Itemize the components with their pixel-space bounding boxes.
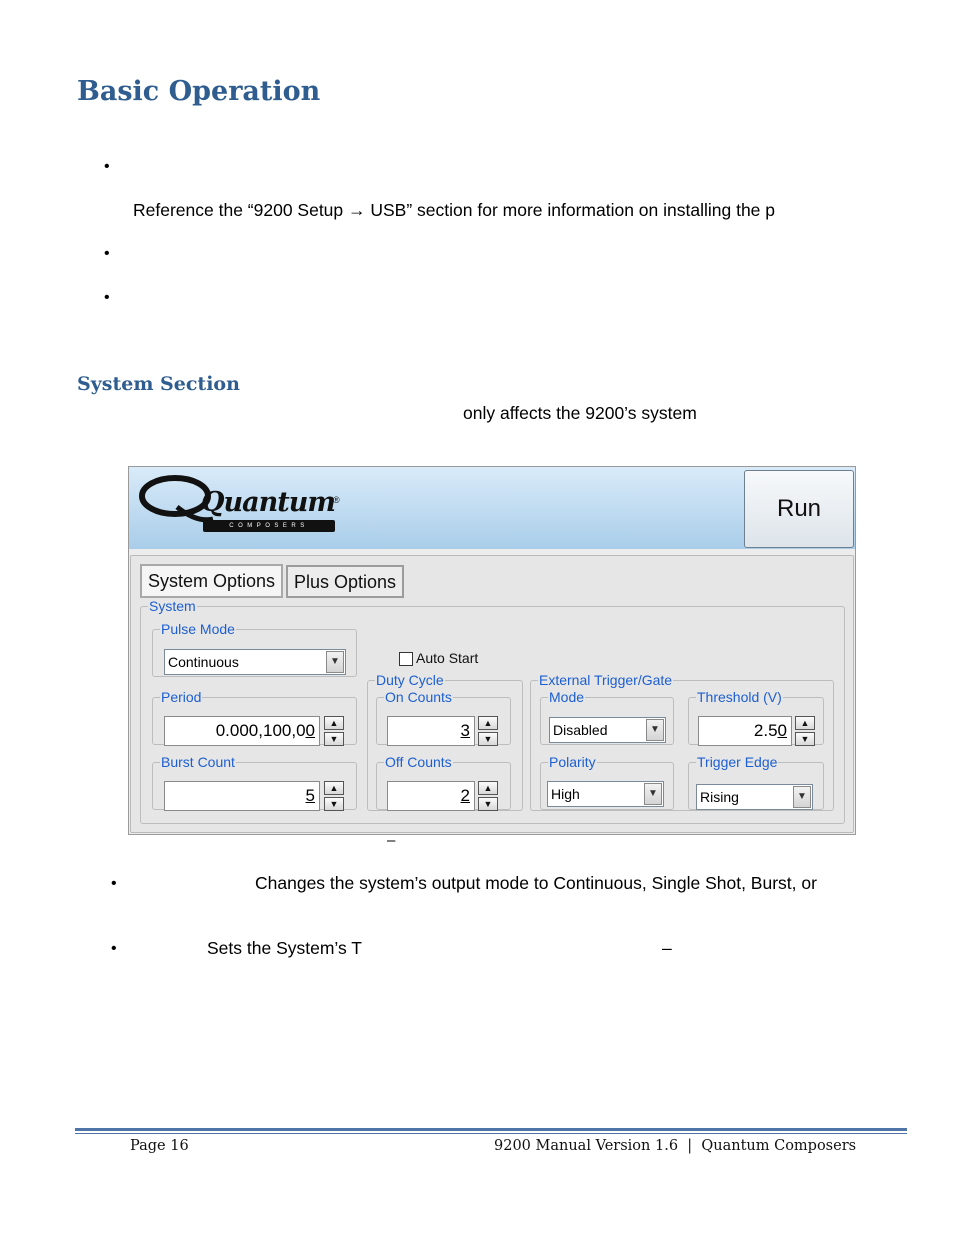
chevron-down-icon[interactable]: ▼ bbox=[644, 783, 662, 805]
trigger-edge-select[interactable] bbox=[696, 784, 813, 810]
section-text: only affects the 9200’s system bbox=[463, 403, 697, 423]
logo-subtitle: COMPOSERS bbox=[203, 520, 335, 532]
tab-system-options[interactable]: System Options bbox=[140, 564, 283, 598]
off-counts-input[interactable] bbox=[387, 781, 475, 811]
auto-start-checkbox[interactable] bbox=[399, 652, 413, 666]
period-input-active-digit: 0 bbox=[305, 721, 315, 740]
arrow-up-icon[interactable]: ▲ bbox=[324, 781, 344, 795]
polarity-select[interactable] bbox=[547, 781, 664, 807]
pulse-mode-label: Pulse Mode bbox=[161, 621, 235, 637]
off-counts-spinner[interactable] bbox=[478, 781, 498, 811]
trigger-edge-label: Trigger Edge bbox=[697, 754, 778, 770]
bullet-1: • bbox=[104, 158, 110, 175]
system-group-label: System bbox=[149, 598, 196, 614]
burst-count-spinner[interactable] bbox=[324, 781, 344, 811]
chevron-down-icon[interactable]: ▼ bbox=[646, 719, 664, 741]
usb-reference-text: Reference the “9200 Setup → USB” section for more information on installing the p bbox=[133, 200, 776, 220]
trigger-mode-label: Mode bbox=[549, 689, 585, 705]
arrow-down-icon[interactable]: ▼ bbox=[324, 797, 344, 811]
burst-count-label: Burst Count bbox=[161, 754, 235, 770]
pulse-mode-description: Changes the system’s output mode to Continuous, Single Shot, Burst, or bbox=[255, 873, 817, 893]
burst-count-input[interactable] bbox=[164, 781, 320, 811]
arrow-up-icon[interactable]: ▲ bbox=[324, 716, 344, 730]
period-label: Period bbox=[161, 689, 202, 705]
footer-rule-thin bbox=[75, 1133, 907, 1134]
threshold-input-active-digit: 0 bbox=[777, 721, 787, 740]
on-counts-value: 3 bbox=[460, 721, 470, 740]
bullet-3: • bbox=[104, 289, 110, 306]
period-description-dash: – bbox=[662, 938, 672, 958]
pulse-mode-select[interactable] bbox=[164, 649, 346, 675]
bullet-4: • bbox=[111, 875, 117, 892]
polarity-value: High bbox=[551, 786, 580, 802]
arrow-up-icon[interactable]: ▲ bbox=[795, 716, 815, 730]
trigger-edge-value: Rising bbox=[700, 789, 739, 805]
arrow-down-icon[interactable]: ▼ bbox=[324, 732, 344, 746]
duty-cycle-label: Duty Cycle bbox=[376, 672, 444, 688]
logo-wordmark: Quantum bbox=[201, 487, 335, 518]
footer-rule bbox=[75, 1128, 907, 1131]
trigger-mode-select[interactable] bbox=[549, 717, 666, 743]
footer-page-number: Page 16 bbox=[130, 1138, 189, 1154]
logo-registered-mark: ® bbox=[333, 495, 340, 505]
threshold-label: Threshold (V) bbox=[697, 689, 782, 705]
trigger-mode-value: Disabled bbox=[553, 722, 608, 738]
threshold-input[interactable]: 2.50 bbox=[698, 716, 792, 746]
off-counts-label: Off Counts bbox=[385, 754, 452, 770]
arrow-down-icon[interactable]: ▼ bbox=[795, 732, 815, 746]
arrow-up-icon[interactable]: ▲ bbox=[478, 716, 498, 730]
section-title: System Section bbox=[77, 373, 240, 395]
on-counts-spinner[interactable] bbox=[478, 716, 498, 746]
tab-plus-options[interactable]: Plus Options bbox=[286, 565, 404, 598]
on-counts-label: On Counts bbox=[385, 689, 452, 705]
auto-start-label: Auto Start bbox=[416, 650, 479, 666]
chevron-down-icon[interactable]: ▼ bbox=[326, 651, 344, 673]
period-spinner[interactable] bbox=[324, 716, 344, 746]
off-counts-value: 2 bbox=[460, 786, 470, 805]
period-input[interactable]: 0.000,100,00 bbox=[164, 716, 320, 746]
arrow-down-icon[interactable]: ▼ bbox=[478, 732, 498, 746]
chevron-down-icon[interactable]: ▼ bbox=[793, 786, 811, 808]
app-screenshot bbox=[128, 466, 856, 835]
options-panel bbox=[130, 555, 854, 833]
threshold-spinner[interactable] bbox=[795, 716, 815, 746]
arrow-down-icon[interactable]: ▼ bbox=[478, 797, 498, 811]
footer-manual-title: 9200 Manual Version 1.6 | Quantum Composers bbox=[494, 1138, 857, 1154]
bullet-2: • bbox=[104, 245, 110, 262]
polarity-label: Polarity bbox=[549, 754, 596, 770]
external-trigger-label: External Trigger/Gate bbox=[539, 672, 673, 688]
page-heading: Basic Operation bbox=[77, 76, 321, 107]
burst-count-value: 5 bbox=[305, 786, 315, 805]
arrow-up-icon[interactable]: ▲ bbox=[478, 781, 498, 795]
pulse-mode-value: Continuous bbox=[168, 654, 239, 670]
figure-caption-dash: – bbox=[387, 832, 396, 849]
run-button[interactable]: Run bbox=[744, 470, 854, 548]
on-counts-input[interactable] bbox=[387, 716, 475, 746]
period-description: Sets the System’s T bbox=[207, 938, 362, 958]
bullet-5: • bbox=[111, 940, 117, 957]
app-header bbox=[129, 467, 855, 549]
